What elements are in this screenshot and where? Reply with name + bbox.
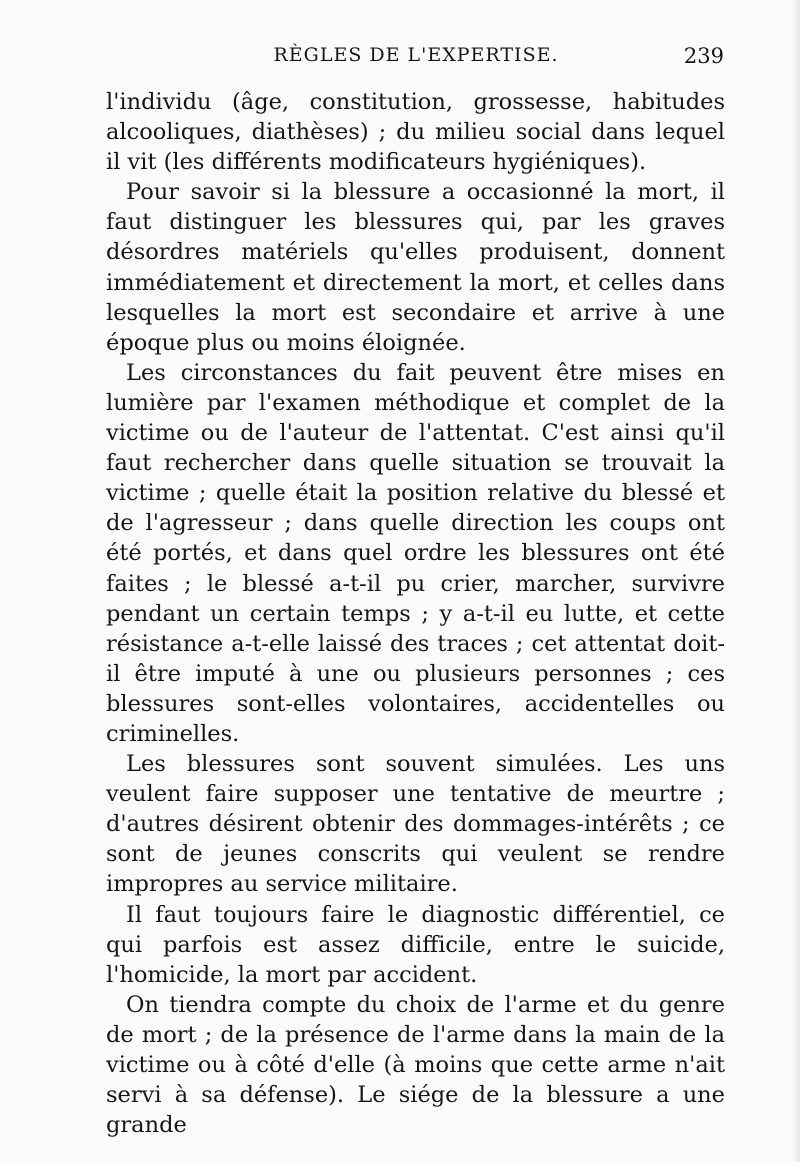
paragraph-simulated-wounds: Les blessures sont souvent simulées. Les uns veulent faire supposer une tentative de meurtre ; d'autres désirent obtenir des dommages-intérêts ; ce sont de jeunes conscrits qui veulent se rendre impropres au service militaire. <box>106 751 725 898</box>
paragraph-weapon-choice: On tiendra compte du choix de l'arme et du genre de mort ; de la présence de l'arme dans la main de la victime ou à côté d'elle (à moins que cette arme n'ait servi à sa défense). Le siége de la blessure a une grande <box>106 991 725 1139</box>
page-edge-shadow <box>792 0 800 1162</box>
page-number: 239 <box>683 44 724 68</box>
page-header <box>108 44 724 78</box>
paragraph-continuation: l'individu (âge, constitution, grossesse, habitudes alcooliques, diathèses) ; du milieu social dans lequel il vit (les différents modificateurs hygiéniques). <box>106 89 725 176</box>
paragraph-differential-diagnosis: Il faut toujours faire le diagnostic différentiel, ce qui parfois est assez difficile, entre le suicide, l'homicide, la mort par accident. <box>106 901 725 988</box>
paragraph-circumstances: Les circonstances du fait peuvent être mises en lumière par l'examen méthodique et complet de la victime ou de l'auteur de l'attentat. C'est ainsi qu'il faut rechercher dans quelle situation se trouvait la victime ; quelle était la position relative du blessé et de l'agresseur ; dans quelle direction les coups ont été portés, et dans quel ordre les blessures ont été faites ; le blessé a-t-il pu crier, marcher, survivre pendant un certain temps ; y a-t-il eu lutte, et cette résistance a-t-elle laissé des traces ; cet attentat doit-il être imputé à une ou plusieurs personnes ; ces blessures sont-elles volontaires, accidentelles ou criminelles. <box>106 359 725 747</box>
body-text <box>106 87 725 1140</box>
running-title: RÈGLES DE L'EXPERTISE. <box>273 44 559 66</box>
paragraph-cause-of-death: Pour savoir si la blessure a occasionné la mort, il faut distinguer les blessures qui, par les graves désordres matériels qu'elles produisent, donnent immédiatement et directement la mort, et celles dans lesquelles la mort est secondaire et arrive à une époque plus ou moins éloignée. <box>106 179 725 356</box>
